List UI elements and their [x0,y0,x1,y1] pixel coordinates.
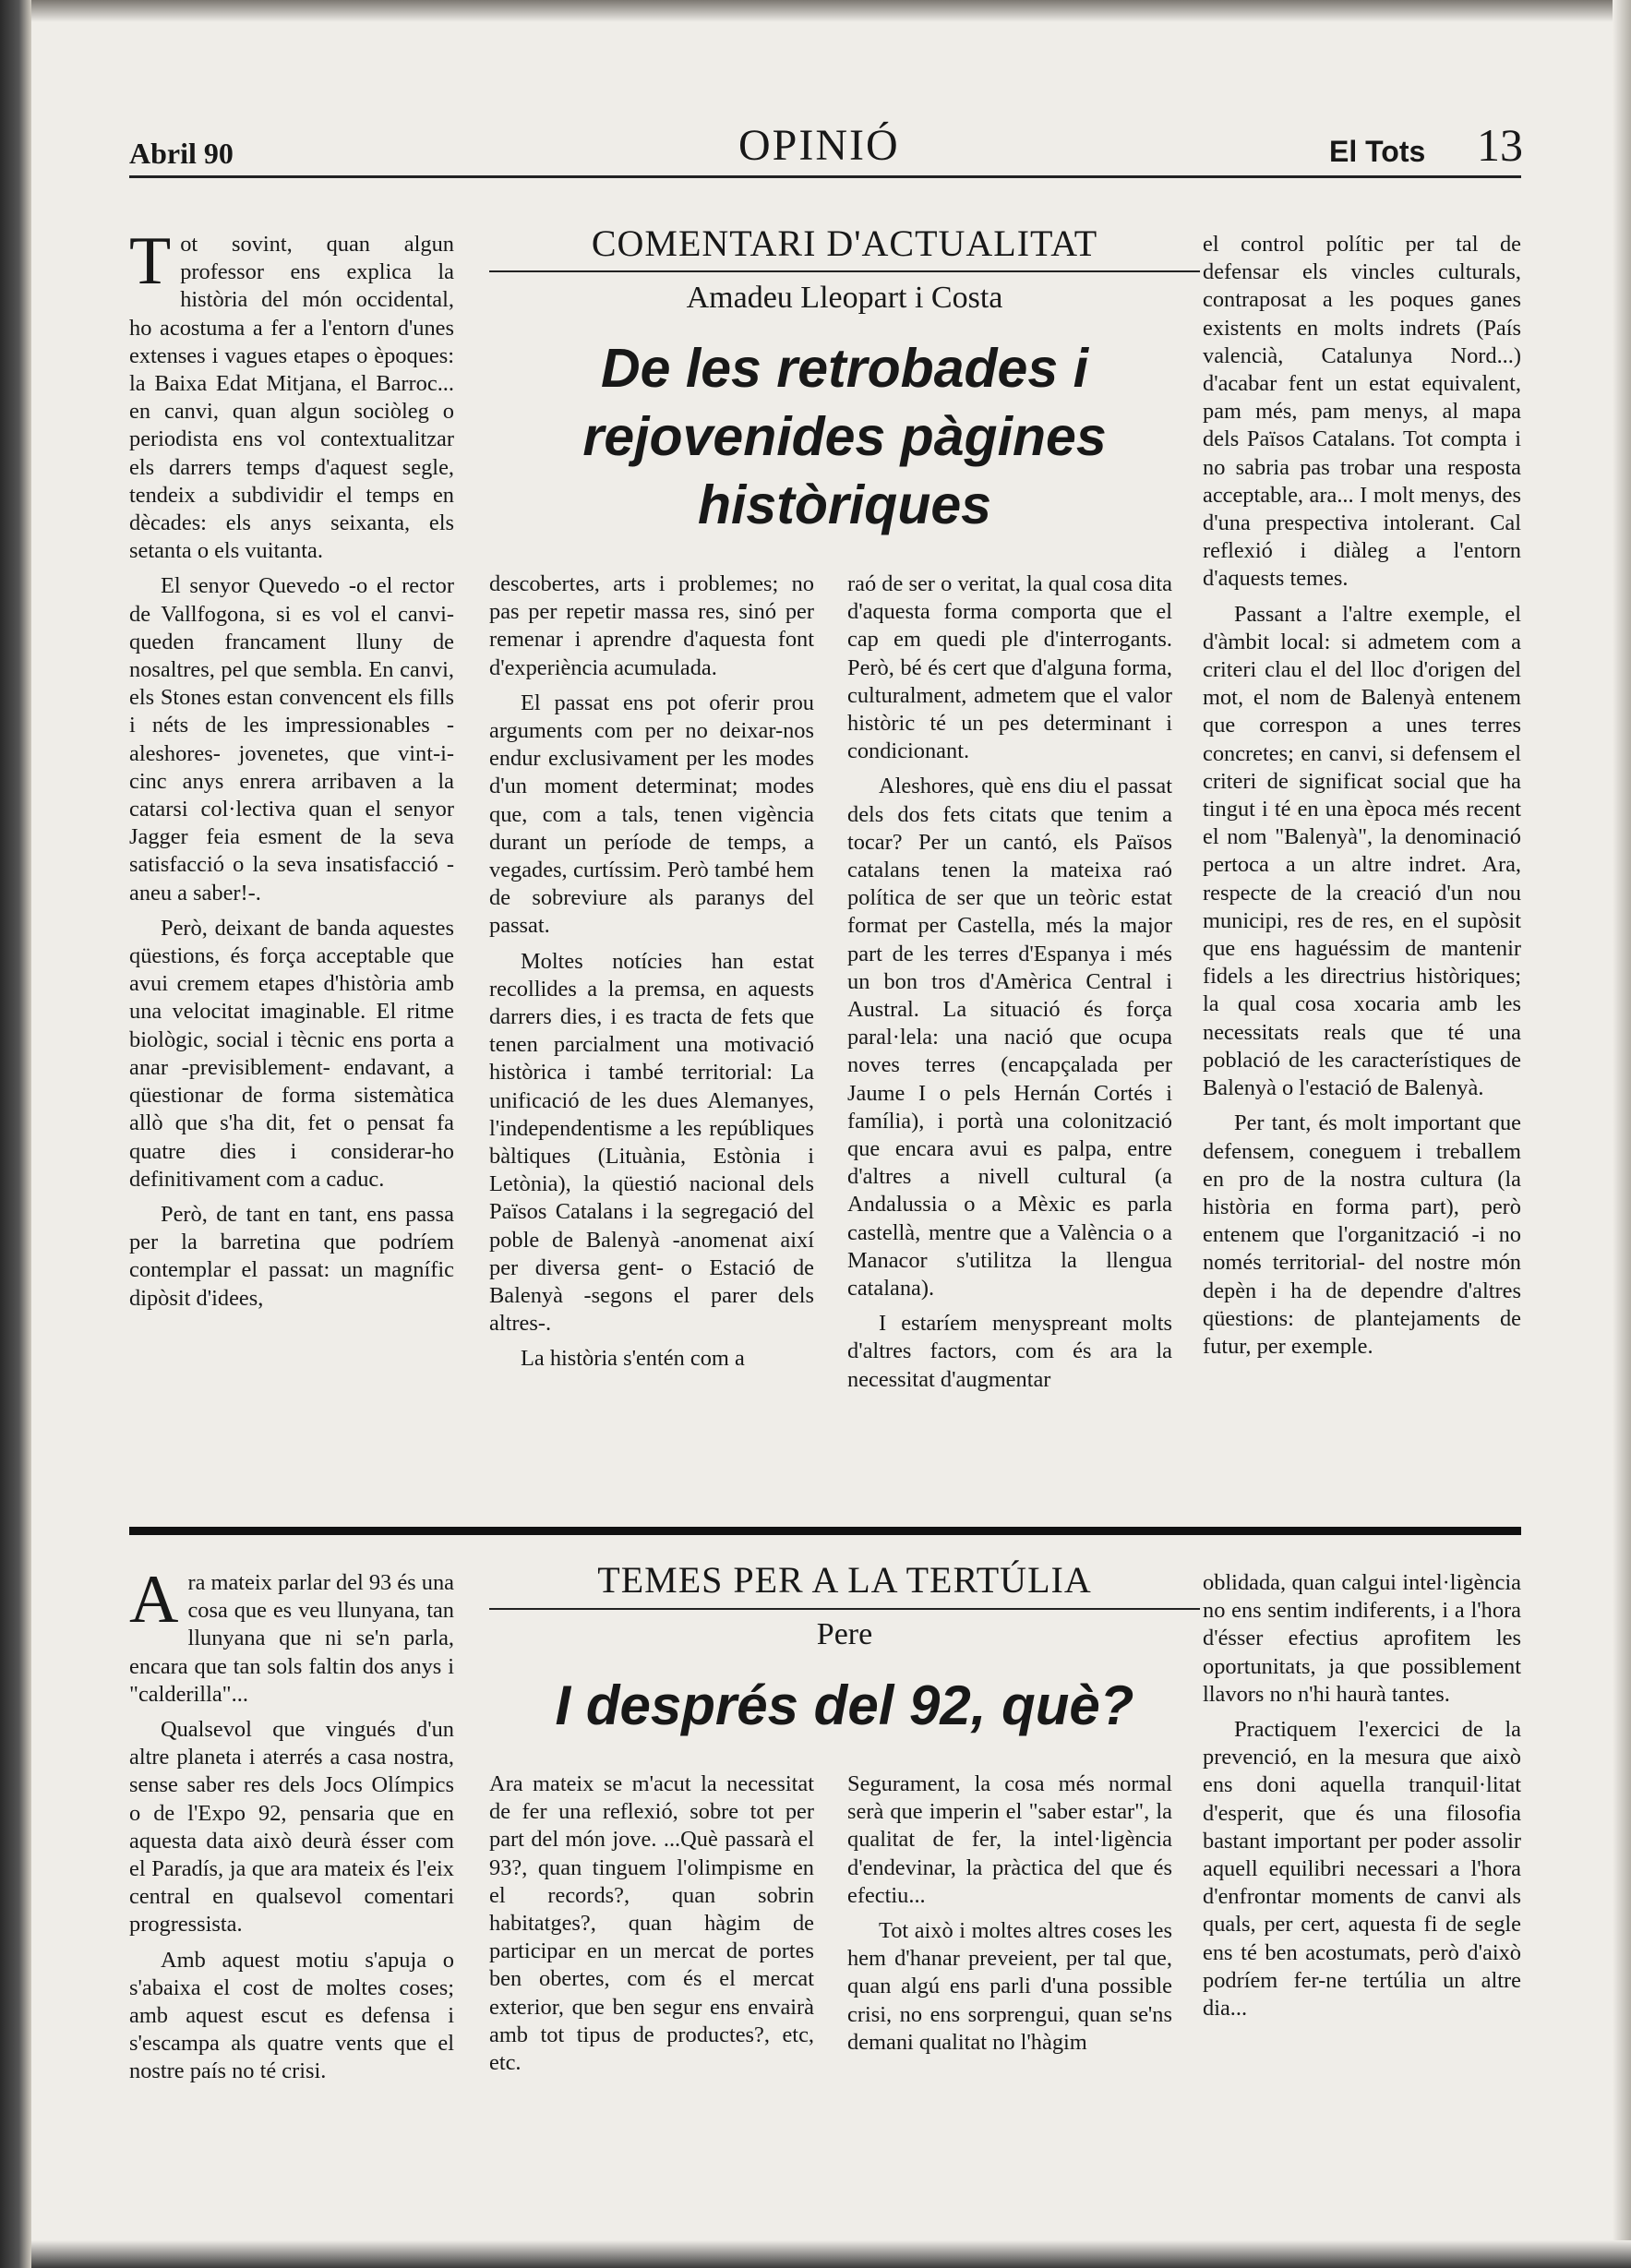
article2-headline: I després del 92, què? [555,1674,1134,1736]
article2-col4-paragraph: oblidada, quan calgui intel·ligència no ens sentim indiferents, i a l'hora d'ésser efectius aprofitem les oportunitats, ja que possiblement llavors no n'hi haurà tantes. [1203,1570,1521,1707]
header-rule [129,175,1521,178]
article1-col4-paragraph: el control polític per tal de defensar els vincles culturals, contraposat a les poques ganes existents en molts indrets (País valencià, Catalunya Nord...) d'acabar fent un estat equivalent, pam més, pam menys, al mapa dels Països Catalans. Tot compta i no sabria pas trobar una resposta acceptable, ara... I molt menys, des d'una prespectiva intolerant. Cal reflexió i diàleg a l'entorn d'aquests temes. [1203,232,1521,592]
page-number: 13 [1477,119,1523,171]
article1-col1-paragraph: Tot sovint, quan algun professor ens explica la història del món occidental, ho acostuma a fer a l'entorn d'unes extenses i vagues etapes o èpoques: la Baixa Edat Mitjana, el Barroc... en canvi, quan algun sociòleg o periodista ens vol contextualitzar els darrers temps d'aquest segle, tendeix a subdividir el temps en dècades: els anys seixanta, els setanta o els vuitanta. [129,223,454,564]
article1-headline-line: De les retrobades i [601,338,1088,399]
article2-col1-paragraph: Amb aquest motiu s'apuja o s'abaixa el cost de moltes coses; amb aquest escut es defensa i s'escampa als quatre vents que el nostre país no té crisi. [129,1947,454,2084]
article1-col3-paragraph: raó de ser o veritat, la qual cosa dita d'aquesta forma comporta que el cap em quedi ple d'interrogants. Però, bé és cert que d'alguna forma, culturalment, admetem que el valor històric té un pes determinant i condicionant. [847,571,1172,764]
article2-col1-paragraph: Qualsevol que vingués d'un altre planeta i aterrés a casa nostra, sense saber res dels Jocs Olímpics o de l'Expo 92, pensaria que en aquesta data això deurà ésser com el Paradís, ja que ara mateix és l'eix central en qualsevol comentari progressista. [129,1717,454,1938]
article1-col4-paragraph: Passant a l'altre exemple, el d'àmbit local: si admetem com a criteri clau el del lloc d'origen del mot, el nom de Balenyà entenem que correspon a unes terres concretes; en canvi, si defensem el criteri de significat social que ha tingut i té en una època més recent el nom "Balenyà", la denominació pertoca a un altre indret. Ara, respecte de la creació d'un nou municipi, res de res, en el supòsit que ens haguéssim de mantenir fidels a les directrius històriques; la qual cosa xocaria amb les necessitats reals que té una població de les característiques de Balenyà o l'estació de Balenyà. [1203,601,1521,1101]
page-binding-edge [0,0,31,2268]
article2-author: Pere [816,1617,873,1651]
article1-col1-paragraph: El senyor Quevedo -o el rector de Vallfogona, si es vol el canvi- queden francament lluny de nosaltres, pel que sembla. En canvi, els Stones estan convencent els fills i néts de les impressionables -aleshores- jovenetes, que vint-i-cinc anys enrera arribaven a la catarsi col·lectiva quan el senyor Jagger feia esment de la seva satisfacció o la seva insatisfacció -aneu a saber!-. [129,573,454,906]
article1-col4-paragraph: Per tant, és molt important que defensem, coneguem i treballem en pro de la nostra cultura (la història en forma part), però entenem que l'organització -i no només territorial- del nostre món depèn i ha de dependre d'altres qüestions: de plantejaments de futur, per exemple. [1203,1110,1521,1359]
article1-column-2 [489,570,814,1381]
article1-col1-paragraph: Però, de tant en tant, ens passa per la barretina que podríem contemplar el passat: un magnífic dipòsit d'idees, [129,1201,454,1311]
page-top-edge [31,0,1631,22]
article1-col3-paragraph: I estaríem menyspreant molts d'altres factors, com és ara la necessitat d'augmentar [847,1311,1172,1392]
article2-column-3 [847,1770,1172,2064]
article1-kicker: COMENTARI D'ACTUALITAT [591,222,1098,264]
article2-kicker-rule [489,1608,1200,1610]
page-bottom-edge [31,2240,1631,2268]
article2-col2-paragraph: Ara mateix se m'acut la necessitat de fer una reflexió, sobre tot per part del món jove. ...Què passarà el 93?, quan tinguem l'olimpisme en el records?, quan sobrin habitatges?, quan hàgim de participar en un mercat de portes ben obertes, com és el mercat exterior, que ben segur ens envairà amb tot tipus de productes?, etc, etc. [489,1771,814,2076]
article2-col4-paragraph: Practiquem l'exercici de la prevenció, en la mesura que això ens doni aquella tranquil·litat d'esperit, que és una filosofia bastant important per poder assolir aquell equilibri necessari a l'hora d'enfrontar moments de canvi als quals, per cert, aquesta fi de segle ens té ben acostumats, però d'això podríem fer-ne tertúlia un altre dia... [1203,1717,1521,2022]
article1-column-4 [1203,231,1521,1368]
issue-date: Abril 90 [129,137,234,170]
article1-kicker-rule [489,270,1200,272]
article2-column-2 [489,1770,814,2084]
article1-col2-paragraph: La història s'entén com a [521,1346,745,1372]
article-divider [129,1527,1521,1535]
article1-headline-line: històriques [698,474,991,535]
article2-column-1 [129,1562,454,2094]
article1-headline [480,334,1209,539]
article1-col1-paragraph: Però, deixant de banda aquestes qüestions, és força acceptable que avui cremem etapes d'història amb una velocitat imaginable. El ritme biològic, social i tècnic ens porta a anar -previsiblement- endavant, a qüestionar de forma sistemàtica allò que s'ha dit, fet o pensat fa quatre dies i considerar-ho definitivament com a caduc. [129,915,454,1192]
article1-col2-paragraph: El passat ens pot oferir prou arguments com per no deixar-nos endur exclusivament per les modes d'un moment determinat; modes que, com a tals, tenen vigència durant un període de temps, a vegades, curtíssim. Però també hem de sobreviure als paranys del passat. [489,690,814,939]
article2-col1-paragraph: Ara mateix parlar del 93 és una cosa que es veu llunyana, tan llunyana que ni se'n parla, encara que tan sols faltin dos anys i "calderilla"... [129,1562,454,1707]
article1-dropcap: T [129,223,172,299]
article2-col3-paragraph: Segurament, la cosa més normal serà que imperin el "saber estar", la qualitat de fer, la intel·ligència d'endevinar, la pràctica del que és efectiu... [847,1771,1172,1908]
article1-col2-paragraph: descobertes, arts i problemes; no pas per repetir massa res, sinó per remenar i aprendre d'aquesta font d'experiència acumulada. [489,571,814,680]
section-title: OPINIÓ [738,121,900,170]
article2-col3-paragraph: Tot això i moltes altres coses les hem d'hanar preveient, per tal que, quan algú ens parli d'una possible crisi, no ens sorprengui, quan se'ns demani qualitat no l'hàgim [847,1918,1172,2055]
publication-name: El Tots [1329,135,1426,168]
page-right-edge [1613,0,1631,2268]
article1-col3-paragraph: Aleshores, què ens diu el passat dels dos fets citats que tenim a tocar? Per un cantó, els Països catalans tenen la mateixa raó política de ser que un teòric estat format per Castella, més la major part de les terres d'Espanya i més un bon tros d'Amèrica Central i Austral. La situació és força paral·lela: una nació que ocupa noves terres (encapçalada per Jaume I o pels Hernán Cortés i família), i portà una colonització que encara avui es palpa, entre d'altres a nivell cultural (a Andalussia o a Mèxic es parla castellà, mentre que a València o a Manacor s'utilitza la llengua catalana). [847,774,1172,1302]
article2-column-4 [1203,1569,1521,2030]
article2-kicker: TEMES PER A LA TERTÚLIA [597,1559,1092,1601]
article1-column-1 [129,223,454,1320]
article1-column-3 [847,570,1172,1401]
article2-dropcap: A [129,1562,179,1638]
article1-headline-line: rejovenides pàgines [582,406,1107,467]
article1-col2-paragraph: Moltes notícies han estat recollides a la premsa, en aquests darrers dies, i es tracta de fets que tenen parcialment una motivació històrica i també territorial: La unificació de les dues Alemanyes, l'independentisme a les repúbliques bàltiques (Lituània, Estònia i Letònia), la qüestió nacional dels Països Catalans i la segregació del poble de Balenyà -anomenat així per diversa gent- o Estació de Balenyà -segons el parer dels altres-. [489,948,814,1337]
article1-author: Amadeu Lleopart i Costa [686,281,1003,315]
